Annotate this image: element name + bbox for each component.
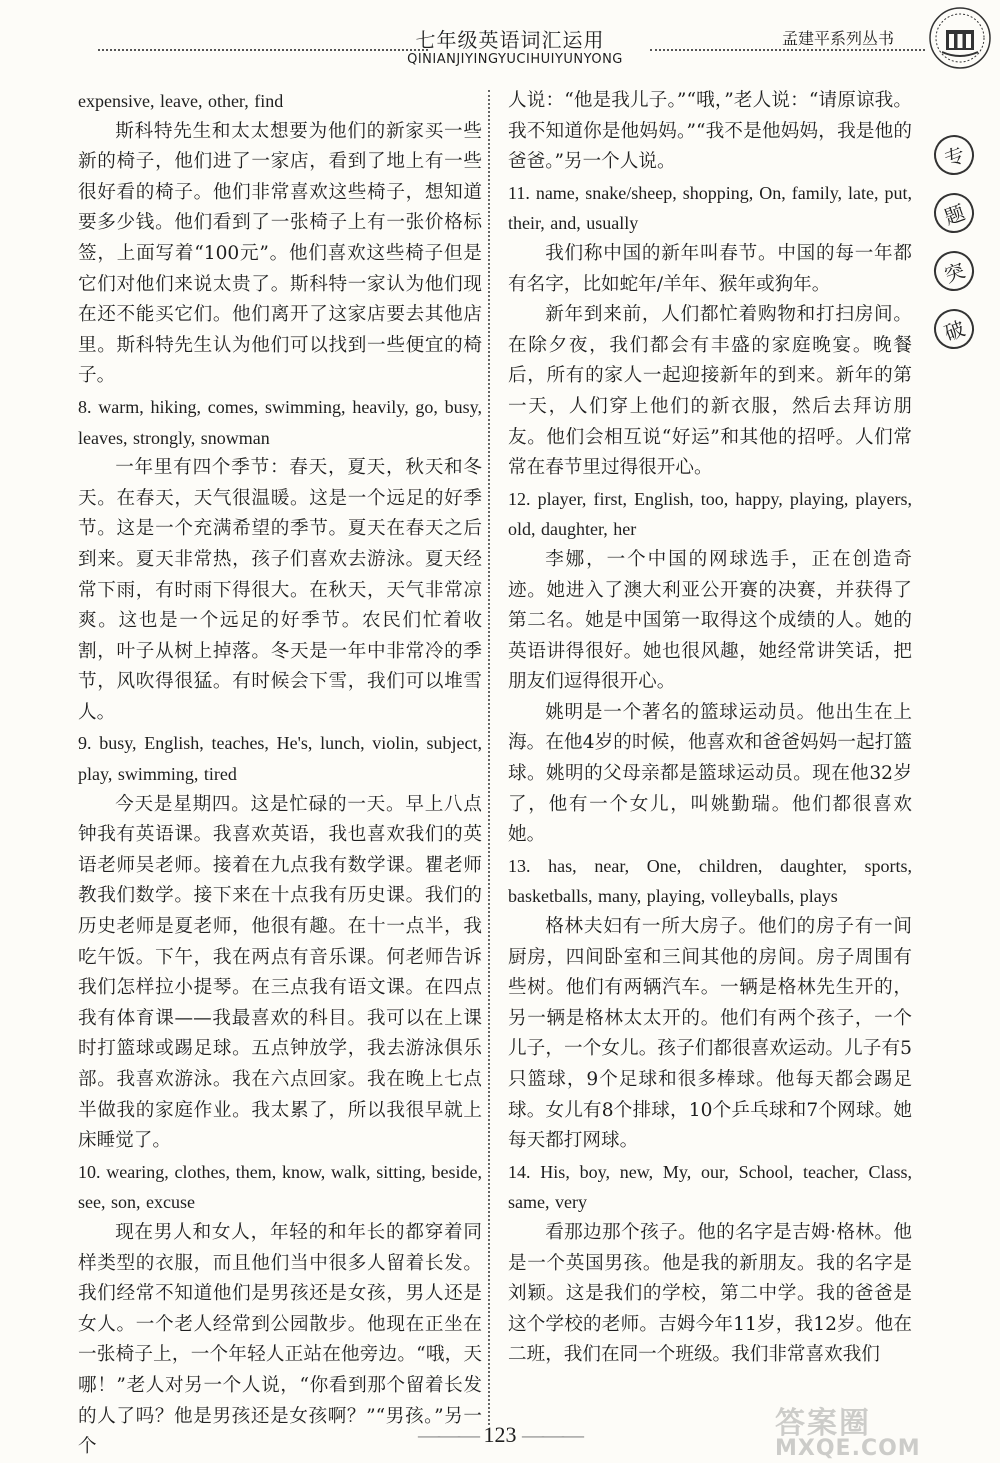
- translation-paragraph: 一年里有四个季节：春天，夏天，秋天和冬天。在春天，天气很温暖。这是一个远足的好季节。这是一个充满希望的季节。夏天在春天之后到来。夏天非常热，孩子们喜欢去游泳。夏天经常下雨，有时雨下得很大。在秋天，天气非常凉爽。这也是一个远足的好季节。农民们忙着收割，叶子从树上掉落。冬天是一年中非常冷的季节，风吹得很猛。有时候会下雪，我们可以堆雪人。: [78, 457, 482, 723]
- side-tab: 专: [928, 129, 979, 180]
- translation-paragraph: 人说：“他是我儿子。”“哦，”老人说：“请原谅我。我不知道你是他妈妈。”“我不是他妈妈，我是他的爸爸。”另一个人说。: [508, 90, 912, 173]
- side-tab: 破: [928, 303, 979, 354]
- translation-paragraph: 我们称中国的新年叫春节。中国的每一年都有名字，比如蛇年/羊年、猴年或狗年。: [508, 242, 912, 295]
- page-number: 123: [483, 1422, 517, 1447]
- answer-key-line: 13. has, near, One, children, daughter, sports, basketballs, many, playing, volleyballs, plays: [508, 855, 912, 907]
- header-rule-right: [650, 49, 925, 51]
- answer-key-line: 9. busy, English, teaches, He's, lunch, violin, subject, play, swimming, tired: [78, 733, 482, 785]
- translation-paragraph: 今天是星期四。这是忙碌的一天。早上八点钟我有英语课。我喜欢英语，我也喜欢我们的英语老师吴老师。接着在九点我有数学课。瞿老师教我们数学。接下来在十点我有历史课。我们的历史老师是夏老师，他很有趣。在十一点半，我吃午饭。下午，我在两点有音乐课。何老师告诉我们怎样拉小提琴。在三点我有语文课。在四点我有体育课——我最喜欢的科目。我可以在上课时打篮球或踢足球。五点钟放学，我去游泳俱乐部。我喜欢游泳。我在六点回家。我在晚上七点半做我的家庭作业。我太累了，所以我很早就上床睡觉了。: [78, 793, 482, 1152]
- left-column: [78, 86, 482, 1463]
- book-title-pinyin: QINIANJIYINGYUCIHUIYUNYONG: [407, 52, 623, 67]
- watermark: [775, 1398, 995, 1461]
- answer-key-line: expensive, leave, other, find: [78, 91, 284, 111]
- footer-dash-right: ———: [522, 1422, 582, 1447]
- answer-key-line: 8. warm, hiking, comes, swimming, heavily, go, busy, leaves, strongly, snowman: [78, 396, 482, 448]
- translation-paragraph: 新年到来前，人们都忙着购物和打扫房间。在除夕夜，我们都会有丰盛的家庭晚宴。晚餐后，所有的家人一起迎接新年的到来。新年的第一天，人们穿上他们的新衣服，然后去拜访朋友。他们会相互说“好运”和其他的招呼。人们常常在春节里过得很开心。: [508, 304, 912, 479]
- footer-dash-left: ———: [418, 1422, 478, 1447]
- series-logo-icon: [928, 6, 992, 70]
- translation-paragraph: 姚明是一个著名的篮球运动员。他出生在上海。在他4岁的时候，他喜欢和爸爸妈妈一起打篮球。姚明的父母亲都是篮球运动员。现在他32岁了，他有一个女儿，叫姚勤瑞。他们都很喜欢她。: [508, 701, 912, 846]
- side-tab: 题: [928, 187, 979, 238]
- answer-key-line: 10. wearing, clothes, them, know, walk, sitting, beside, see, son, excuse: [78, 1161, 482, 1213]
- answer-key-line: 12. player, first, English, too, happy, playing, players, old, daughter, her: [508, 488, 912, 540]
- watermark-line2: MXQE.COM: [775, 1436, 921, 1461]
- answer-key-line: 11. name, snake/sheep, shopping, On, family, late, put, their, and, usually: [508, 182, 912, 234]
- translation-paragraph: 格林夫妇有一所大房子。他们的房子有一间厨房，四间卧室和三间其他的房间。房子周围有些树。他们有两辆汽车。一辆是格林先生开的，另一辆是格林太太开的。他们有两个孩子，一个儿子，一个女儿。孩子们都很喜欢运动。儿子有5只篮球，9个足球和很多棒球。他每天都会踢足球。女儿有8个排球，10个乒乓球和7个网球。她每天都打网球。: [508, 916, 912, 1152]
- page-header: [0, 0, 1000, 80]
- translation-paragraph: 现在男人和女人，年轻的和年长的都穿着同样类型的衣服，而且他们当中很多人留着长发。我们经常不知道他们是男孩还是女孩，男人还是女人。一个老人经常到公园散步。他现在正坐在一张椅子上，一个年轻人正站在他旁边。“哦，天哪！”老人对另一个人说，“你看到那个留着长发的人了吗？他是男孩还是女孩啊？”“男孩。”另一个: [78, 1221, 482, 1458]
- series-name: 孟建平系列丛书: [782, 29, 895, 48]
- translation-paragraph: 李娜，一个中国的网球选手，正在创造奇迹。她进入了澳大利亚公开赛的决赛，并获得了第二名。她是中国第一取得这个成绩的人。她的英语讲得很好。她也很风趣，她经常讲笑话，把朋友们逗得很开心。: [508, 548, 912, 693]
- side-tab: 突: [928, 245, 979, 296]
- book-title: 七年级英语词汇运用: [415, 28, 605, 52]
- column-divider: [488, 90, 490, 1425]
- translation-paragraph: 斯科特先生和太太想要为他们的新家买一些新的椅子，他们进了一家店，看到了地上有一些很好看的椅子。他们非常喜欢这些椅子，想知道要多少钱。他们看到了一张椅子上有一张价格标签，上面写着“100元”。他们喜欢这些椅子但是它们对他们来说太贵了。斯科特一家认为他们现在还不能买它们。他们离开了这家店要去其他店里。斯科特先生认为他们可以找到一些便宜的椅子。: [78, 120, 482, 387]
- header-rule-left: [98, 49, 428, 51]
- translation-paragraph: 看那边那个孩子。他的名字是吉姆·格林。他是一个英国男孩。他是我的新朋友。我的名字是刘颖。这是我们的学校，第二中学。我的爸爸是这个学校的老师。吉姆今年11岁，我12岁。他在二班，我们在同一个班级。我们非常喜欢我们: [508, 1221, 912, 1366]
- side-tabs: [934, 135, 978, 367]
- answer-key-line: 14. His, boy, new, My, our, School, teacher, Class, same, very: [508, 1161, 912, 1213]
- watermark-line1: 答案圈: [775, 1406, 871, 1441]
- right-column: [508, 86, 912, 1371]
